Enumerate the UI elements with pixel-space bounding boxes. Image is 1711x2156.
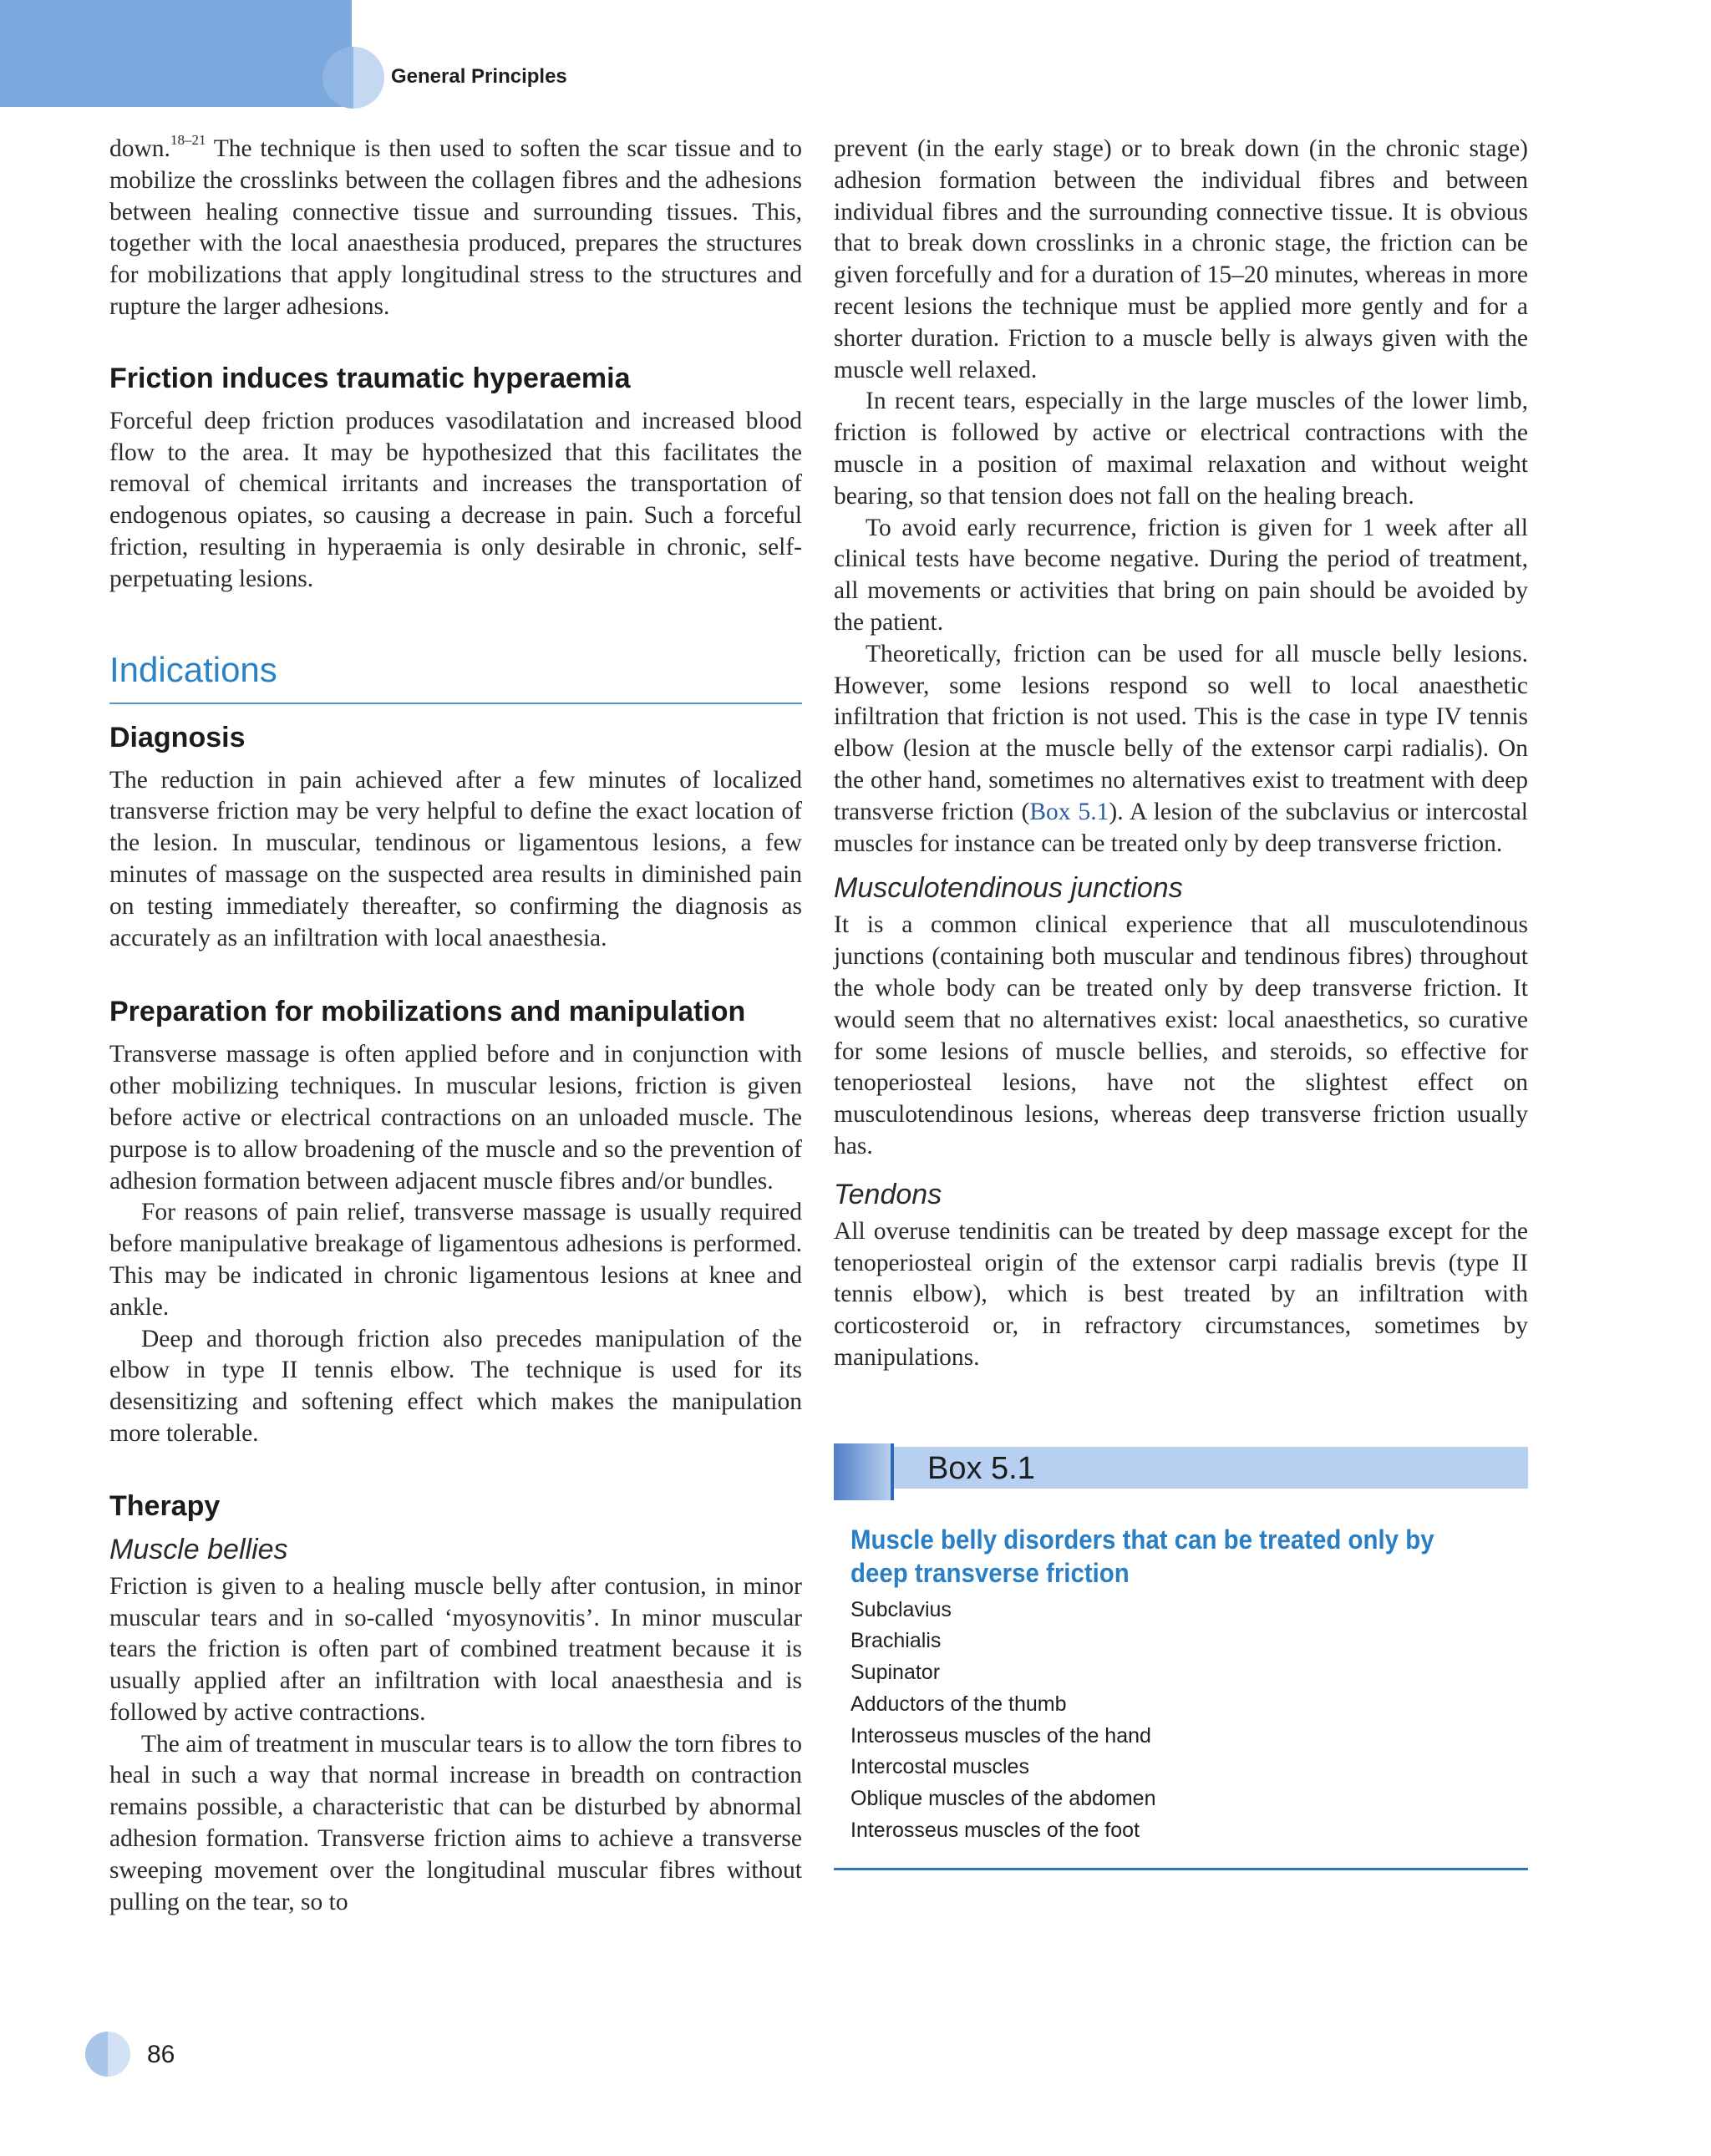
heading-hyperaemia: Friction induces traumatic hyperaemia bbox=[109, 362, 631, 394]
box-square-ornament bbox=[834, 1443, 894, 1500]
paragraph-musculotendinous: It is a common clinical experience that all musculotendinous junctions (containing both muscular and tendinous fibres) throughout the whole body can be treated only by deep transverse friction. It would seem that no alternatives exist: local anaesthetics, so curative for some lesions of muscle bellies, and steroids, so effective for tenoperiosteal lesions, have not the slightest effect on musculotendinous lesions, whereas deep transverse friction usually has. bbox=[834, 911, 1528, 1159]
box-bottom-rule bbox=[834, 1868, 1528, 1870]
running-head: General Principles bbox=[391, 65, 567, 88]
box-list-item: Interosseus muscles of the foot bbox=[850, 1818, 1140, 1842]
heading-tendons: Tendons bbox=[834, 1178, 942, 1210]
citation-superscript: 18–21 bbox=[170, 132, 206, 149]
box-list-item: Intercostal muscles bbox=[850, 1755, 1029, 1779]
paragraph-prep-3: Deep and thorough friction also precedes manipulation of the elbow in type II tennis elbow. The technique is used for its desensitizing and softening effect which makes the manipulation more tolerable. bbox=[109, 1325, 802, 1447]
box-list-item: Adductors of the thumb bbox=[850, 1692, 1067, 1716]
box-list-item: Supinator bbox=[850, 1661, 941, 1685]
paragraph-prep-1: Transverse massage is often applied before and in conjunction with other mobilizing techniques. In muscular lesions, friction is given before active or electrical contractions on an unloaded muscle. The purpose is to allow broadening of the muscle and so the prevention of adhesion formation between adjacent muscle fibres and/or bundles. bbox=[109, 1041, 802, 1195]
page-number: 86 bbox=[147, 2041, 175, 2068]
box-list-item: Interosseus muscles of the hand bbox=[850, 1723, 1151, 1748]
box-label: Box 5.1 bbox=[927, 1450, 1035, 1486]
paragraph-right-3: To avoid early recurrence, friction is given for 1 week after all clinical tests have become negative. During the period of treatment, all movements or activities that bring on pain should be avoided by the patient. bbox=[834, 514, 1528, 636]
box-5-1 bbox=[834, 1443, 1528, 1871]
paragraph-diagnosis: The reduction in pain achieved after a few minutes of localized transverse friction may be very helpful to define the exact location of the lesion. In muscular, tendinous or ligamentous lesions, a few minutes of massage on the suspected area results in diminished pain on testing immediately thereafter, so confirming the diagnosis as accurately as an infiltration with local anaesthesia. bbox=[109, 766, 802, 951]
heading-muscle-bellies: Muscle bellies bbox=[109, 1533, 288, 1565]
header-band bbox=[0, 0, 352, 107]
box-reference-link[interactable]: Box 5.1 bbox=[1029, 798, 1109, 825]
section-heading-indications: Indications bbox=[109, 649, 802, 704]
paragraph-muscle-bellies-2: The aim of treatment in muscular tears is to allow the torn fibres to heal in such a way that normal increase in breadth on contraction remains possible, a characteristic that can be disturbed by abnormal adhesion formation. Transverse friction aims to achieve a transverse sweeping movement over the longitudinal muscular fibres without pulling on the tear, so to bbox=[109, 1730, 802, 1915]
paragraph-tendons: All overuse tendinitis can be treated by deep massage except for the tenoperiosteal origin of the extensor carpi radialis brevis (type II tennis elbow), which is best treated by an infiltration with corticosteroid or, in refractory circumstances, sometimes by manipulations. bbox=[834, 1217, 1528, 1371]
paragraph-prep-2: For reasons of pain relief, transverse massage is usually required before manipulative breakage of ligamentous adhesions is performed. This may be indicated in chronic ligamentous lesions at knee and ankle. bbox=[109, 1199, 802, 1321]
box-title: Muscle belly disorders that can be treated only by deep transverse friction bbox=[850, 1524, 1434, 1588]
box-list-item: Oblique muscles of the abdomen bbox=[850, 1786, 1156, 1810]
paragraph-right-1: prevent (in the early stage) or to break down (in the chronic stage) adhesion formation between the individual fibres and between individual fibres and the surrounding connective tissue. It is obvious that to break down crosslinks in a chronic stage, the friction can be given forcefully and for a duration of 15–20 minutes, whereas in more recent lesions the technique must be applied more gently and for a shorter duration. Friction to a muscle belly is always given with the muscle well relaxed. bbox=[834, 135, 1528, 383]
paragraph-right-4: Theoretically, friction can be used for all muscle belly lesions. However, some lesions respond so well to local anaesthetic infiltration that friction is not used. This is the case in type IV tennis elbow (lesion at the muscle belly of the extensor carpi radialis). On the other hand, sometimes no alternatives exist to treatment with deep transverse friction (Box 5.1). A lesion of the subclavius or intercostal muscles for instance can be treated only by deep transverse friction. bbox=[834, 640, 1528, 857]
heading-preparation: Preparation for mobilizations and manipulation bbox=[109, 996, 746, 1028]
box-list bbox=[834, 1595, 1528, 1847]
heading-musculotendinous: Musculotendinous junctions bbox=[834, 872, 1183, 905]
heading-therapy: Therapy bbox=[109, 1489, 221, 1522]
intro-paragraph: down.$^{18-21}$ The technique is then used to soften the scar tissue and to mobilize the crosslinks between the collagen fibres and the adhesions between healing connective tissue and surrounding tissues. This, together with the local anaesthesia produced, prepares the structures for mobilizations that apply longitudinal stress to the structures and rupture the larger adhesions. bbox=[109, 132, 802, 320]
paragraph-muscle-bellies-1: Friction is given to a healing muscle belly after contusion, in minor muscular tears and in so-called ‘myosynovitis’. In minor muscular tears the friction is often part of combined treatment because it is usually applied after an infiltration with local anaesthesia and is followed by active contractions. bbox=[109, 1572, 802, 1726]
heading-diagnosis: Diagnosis bbox=[109, 721, 246, 753]
paragraph-right-2: In recent tears, especially in the large muscles of the lower limb, friction is followed by active or electrical contractions with the muscle in a position of maximal relaxation and without weight bearing, so that tension does not fall on the healing breach. bbox=[834, 388, 1528, 510]
paragraph-hyperaemia: Forceful deep friction produces vasodilatation and increased blood flow to the area. It may be hypothesized that this facilitates the removal of chemical irritants and increases the transportation of endogenous opiates, so causing a decrease in pain. Such a forceful friction, resulting in hyperaemia is only desirable in chronic, self-perpetuating lesions. bbox=[109, 407, 802, 592]
right-column bbox=[834, 134, 1528, 1870]
box-list-item: Brachialis bbox=[850, 1629, 942, 1653]
page-number-circle bbox=[85, 2032, 130, 2077]
box-header bbox=[834, 1443, 1528, 1489]
header-circle-ornament bbox=[322, 47, 384, 109]
box-list-item: Subclavius bbox=[850, 1597, 952, 1621]
left-column bbox=[109, 134, 802, 1918]
